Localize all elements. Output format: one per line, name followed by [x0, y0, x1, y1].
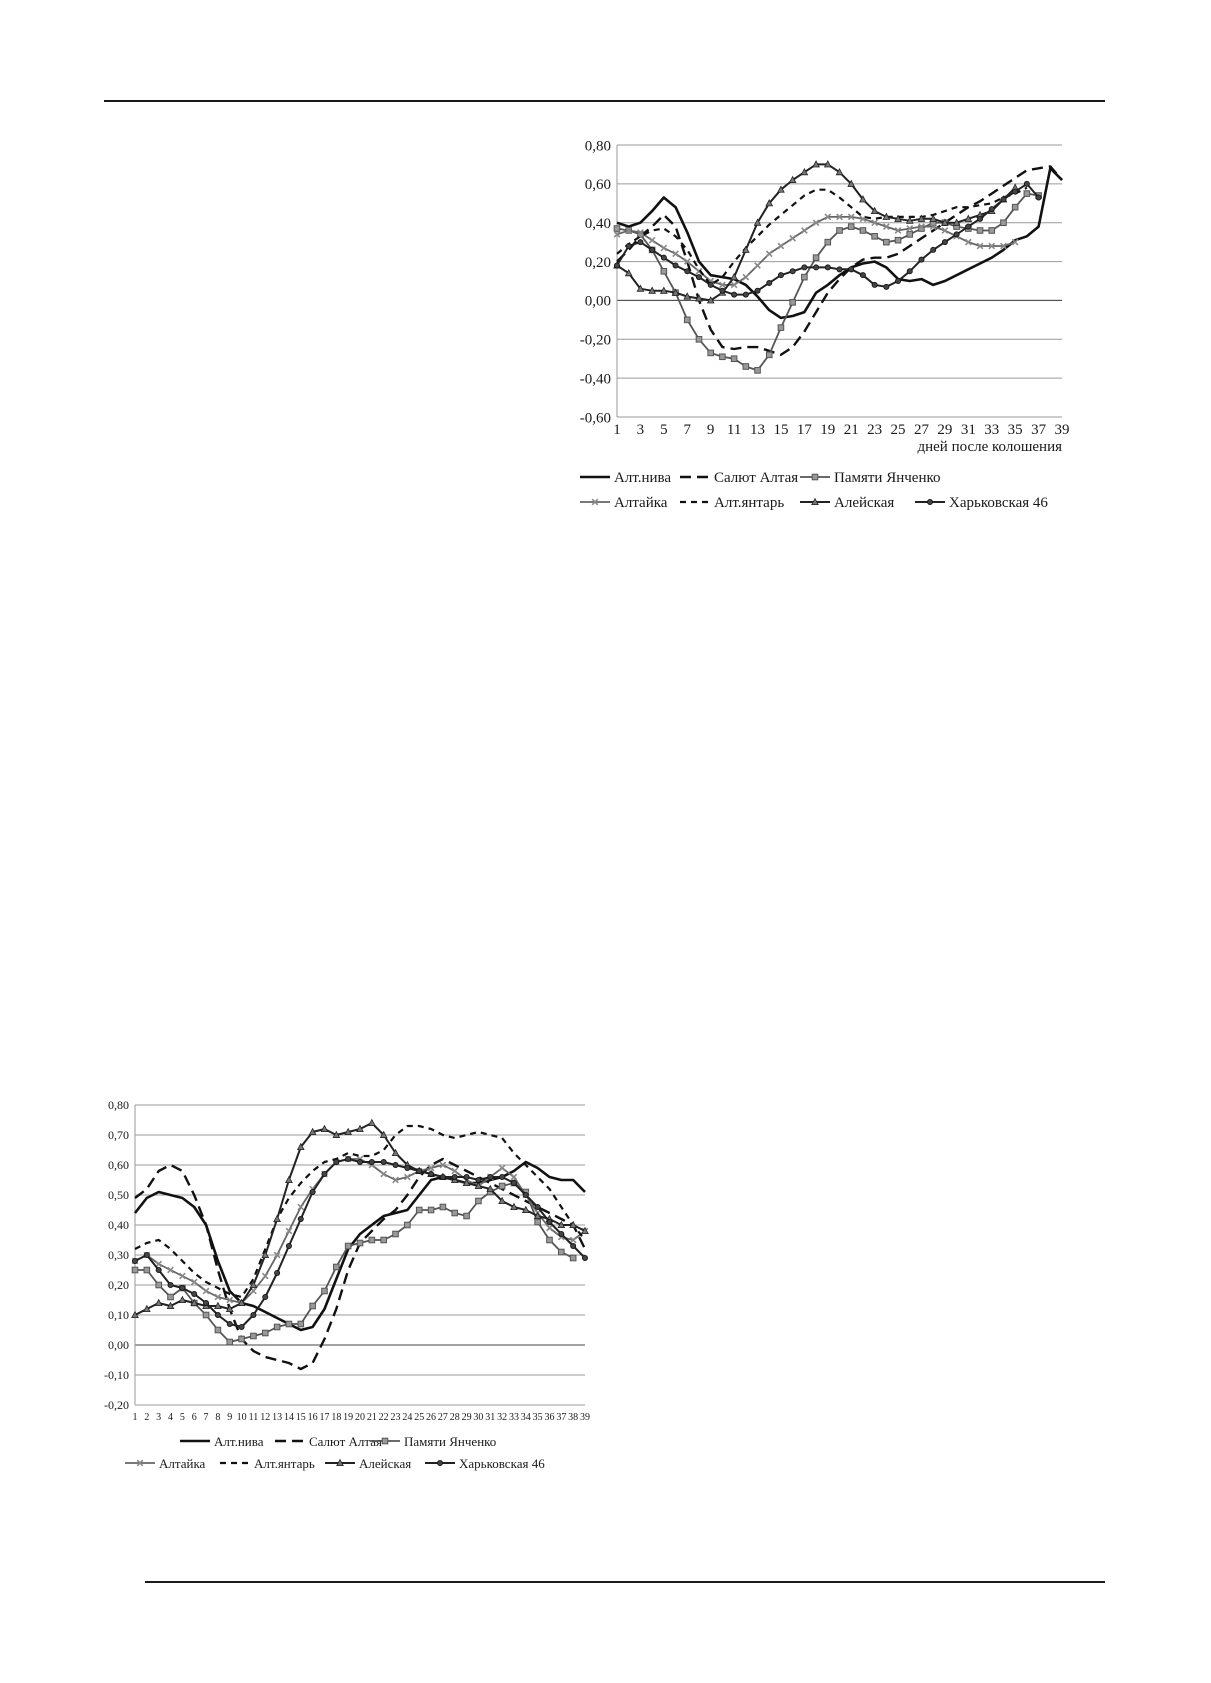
marker-s5-p12 [274, 1216, 280, 1222]
c2-legend-label-2: Памяти Янченко [404, 1434, 497, 1449]
c1-series-1 [617, 166, 1062, 354]
marker-s2-p10 [251, 1333, 257, 1339]
marker-s6-p24 [895, 278, 900, 283]
c1-legend [580, 470, 1048, 511]
marker-s2-p24 [416, 1207, 422, 1213]
c1-x-tick-label: 23 [867, 422, 883, 438]
marker-s6-p28 [464, 1174, 469, 1179]
c2-y-tick-label: 0,40 [108, 1218, 129, 1233]
marker-s6-p12 [275, 1270, 280, 1275]
marker-s6-plegend [927, 499, 932, 504]
marker-s6-p33 [1001, 197, 1006, 202]
marker-s3-p4 [661, 245, 667, 251]
marker-s2-p14 [298, 1321, 304, 1327]
marker-s2-p12 [274, 1324, 280, 1330]
c2-x-tick-label: 3 [156, 1412, 162, 1423]
marker-s6-p7 [215, 1312, 220, 1317]
marker-s2-p26 [440, 1204, 446, 1210]
c2-x-tick-label: 11 [248, 1412, 259, 1423]
marker-s2-p20 [369, 1237, 375, 1243]
marker-s2-p32 [989, 228, 995, 234]
c2-legend-label-1: Салют Алтая [309, 1434, 382, 1449]
c2-x-tick-label: 9 [227, 1412, 233, 1423]
marker-s2-p23 [405, 1222, 411, 1228]
c1-y-tick-label: -0,40 [579, 371, 611, 388]
c2-x-tick-label: 17 [319, 1412, 330, 1423]
marker-s5-p10 [731, 274, 737, 280]
marker-s2-p0 [132, 1267, 138, 1273]
marker-s2-p35 [1024, 191, 1030, 197]
c2-legend-label-3: Алтайка [159, 1456, 206, 1471]
marker-s2-p9 [239, 1336, 245, 1342]
c2-x-tick-label: 12 [260, 1412, 271, 1423]
c2-x-tick-label: 20 [355, 1412, 365, 1423]
c2-x-tick-label: 10 [236, 1412, 247, 1423]
marker-s6-p30 [966, 224, 971, 229]
chart-2 [95, 1095, 620, 1475]
c2-x-tick-label: 33 [508, 1412, 519, 1423]
c1-x-tick-label: 9 [706, 422, 715, 438]
chart-1 [575, 135, 1070, 511]
c1-y-tick-label: 0,80 [584, 138, 611, 155]
marker-s6-p9 [720, 288, 725, 293]
marker-s2-p6 [684, 317, 690, 323]
c1-x-tick-label: 31 [960, 422, 976, 438]
marker-s6-p3 [650, 247, 655, 252]
marker-s2-p21 [381, 1237, 387, 1243]
marker-s2-p34 [535, 1219, 541, 1225]
c1-legend-label-0: Алт.нива [614, 470, 672, 486]
c2-y-tick-label: 0,20 [108, 1278, 129, 1293]
c2-series-3 [132, 1156, 588, 1306]
marker-s6-p32 [511, 1180, 516, 1185]
marker-s6-p19 [837, 267, 842, 272]
marker-s2-p23 [884, 239, 890, 245]
c2-x-tick-label: 18 [331, 1412, 342, 1423]
marker-s2-p15 [310, 1303, 316, 1309]
c1-x-axis-title: дней после колошения [917, 439, 1062, 455]
marker-s5-p13 [286, 1177, 292, 1183]
c2-x-tick-label: 27 [437, 1412, 448, 1423]
marker-s3-p13 [766, 251, 772, 257]
c2-x-tick-label: 25 [414, 1412, 425, 1423]
marker-s2-p29 [476, 1198, 482, 1204]
marker-s6-p18 [825, 265, 830, 270]
marker-s2-p22 [393, 1231, 399, 1237]
c2-series-line-4 [135, 1126, 585, 1297]
c1-y-tick-label: 0,20 [584, 254, 611, 271]
marker-s3-p15 [790, 235, 796, 241]
c2-x-tick-label: 1 [132, 1412, 138, 1423]
c1-legend-label-2: Памяти Янченко [834, 470, 941, 486]
marker-s2-p8 [227, 1339, 233, 1345]
marker-s2-p11 [262, 1330, 268, 1336]
marker-s6-p20 [849, 267, 854, 272]
marker-s6-p5 [192, 1291, 197, 1296]
marker-s6-p13 [286, 1243, 291, 1248]
marker-s2-p12 [755, 368, 761, 374]
marker-s2-plegend [812, 474, 818, 480]
marker-s5-p20 [369, 1120, 375, 1126]
marker-s2-p2 [156, 1282, 162, 1288]
marker-s6-p10 [251, 1312, 256, 1317]
footer-rule [145, 1581, 1105, 1583]
marker-s6-p21 [860, 273, 865, 278]
marker-s6-p20 [369, 1159, 374, 1164]
c2-y-tick-label: 0,00 [108, 1338, 129, 1353]
c2-x-tick-label: 31 [485, 1412, 496, 1423]
marker-s2-p19 [837, 228, 843, 234]
marker-s2-p20 [848, 224, 854, 230]
marker-s6-p17 [334, 1159, 339, 1164]
marker-s2-p35 [547, 1237, 553, 1243]
c2-x-tick-label: 24 [402, 1412, 413, 1423]
marker-s6-p15 [790, 269, 795, 274]
c2-legend-label-6: Харьковская 46 [459, 1456, 545, 1471]
c2-x-tick-label: 29 [461, 1412, 472, 1423]
c2-x-tick-label: 6 [191, 1412, 197, 1423]
c2-x-tick-label: 26 [426, 1412, 437, 1423]
marker-s2-p19 [357, 1240, 363, 1246]
marker-s6-p5 [673, 263, 678, 268]
c1-x-tick-label: 15 [773, 422, 789, 438]
c1-x-tick-label: 27 [913, 422, 929, 438]
marker-s2-p28 [464, 1213, 470, 1219]
c2-x-tick-label: 28 [449, 1412, 460, 1423]
marker-s6-p23 [884, 284, 889, 289]
marker-s2-p18 [825, 239, 831, 245]
c2-x-tick-label: 36 [544, 1412, 555, 1423]
c2-x-tick-label: 22 [378, 1412, 389, 1423]
marker-s6-p0 [614, 263, 619, 268]
c1-x-tick-label: 25 [890, 422, 906, 438]
c2-series-1 [135, 1159, 585, 1369]
c2-series-5 [132, 1120, 588, 1318]
c2-y-tick-label: -0,20 [104, 1398, 129, 1413]
marker-s3-p11 [262, 1273, 268, 1279]
marker-s3-p11 [743, 274, 749, 280]
c1-y-tick-label: -0,60 [579, 410, 611, 427]
c2-x-tick-label: 32 [497, 1412, 508, 1423]
marker-s6-p2 [156, 1267, 161, 1272]
marker-s6-plegend [437, 1460, 442, 1465]
marker-s6-p13 [767, 280, 772, 285]
marker-s6-p17 [813, 265, 818, 270]
marker-s2-p27 [452, 1210, 458, 1216]
c2-y-tick-label: -0,10 [104, 1368, 129, 1383]
marker-s6-p12 [755, 288, 760, 293]
marker-s2-p17 [334, 1264, 340, 1270]
marker-s2-p7 [215, 1327, 221, 1333]
marker-s2-p13 [766, 352, 772, 358]
marker-s3-p3 [649, 237, 655, 243]
marker-s3-p12 [755, 263, 761, 269]
marker-s6-p18 [346, 1156, 351, 1161]
marker-s6-p27 [931, 247, 936, 252]
marker-s2-p17 [813, 255, 819, 261]
c2-series-line-2 [135, 1183, 573, 1342]
c2-x-tick-label: 30 [473, 1412, 484, 1423]
c1-x-tick-label: 19 [820, 422, 836, 438]
marker-s6-p4 [661, 255, 666, 260]
marker-s3-p31 [499, 1165, 505, 1171]
marker-s6-p28 [942, 240, 947, 245]
marker-s6-p35 [1024, 181, 1029, 186]
marker-s6-p31 [977, 216, 982, 221]
marker-s6-p2 [638, 240, 643, 245]
marker-s2-p16 [802, 274, 808, 280]
c1-y-tick-label: 0,60 [584, 177, 611, 194]
c2-x-tick-label: 13 [272, 1412, 283, 1423]
marker-s2-plegend [382, 1438, 388, 1444]
c2-y-tick-label: 0,70 [108, 1128, 129, 1143]
marker-s2-p16 [322, 1288, 328, 1294]
marker-s6-p33 [523, 1192, 528, 1197]
marker-s6-p35 [547, 1219, 552, 1224]
c2-legend [125, 1434, 545, 1471]
c1-x-tick-label: 33 [984, 422, 1000, 438]
c1-legend-label-3: Алтайка [614, 495, 668, 511]
c1-y-tick-label: 0,00 [584, 293, 611, 310]
marker-s2-p25 [907, 232, 913, 238]
c2-y-tick-label: 0,80 [108, 1098, 129, 1113]
marker-s6-p14 [298, 1216, 303, 1221]
marker-s3-p16 [802, 228, 808, 234]
marker-s2-p1 [144, 1267, 150, 1273]
c1-x-tick-label: 17 [796, 422, 812, 438]
marker-s2-p15 [790, 300, 796, 306]
marker-s6-p23 [405, 1165, 410, 1170]
marker-s6-p27 [452, 1174, 457, 1179]
marker-s6-p1 [144, 1252, 149, 1257]
c1-x-tick-label: 7 [683, 422, 692, 438]
marker-s2-p34 [1012, 204, 1018, 210]
c1-x-tick-label: 13 [750, 422, 766, 438]
c2-y-tick-label: 0,30 [108, 1248, 129, 1263]
marker-s6-p19 [357, 1159, 362, 1164]
marker-s6-p26 [919, 257, 924, 262]
marker-s6-p9 [239, 1324, 244, 1329]
marker-s2-p14 [778, 325, 784, 331]
c1-x-tick-label: 37 [1031, 422, 1047, 438]
marker-s6-p29 [476, 1177, 481, 1182]
marker-s6-p11 [263, 1294, 268, 1299]
c1-legend-label-6: Харьковская 46 [949, 495, 1048, 511]
marker-s6-p30 [488, 1174, 493, 1179]
c2-y-tick-label: 0,10 [108, 1308, 129, 1323]
marker-s2-p9 [720, 354, 726, 360]
marker-s6-p32 [989, 207, 994, 212]
c2-legend-label-5: Алейская [359, 1456, 412, 1471]
c2-x-tick-label: 2 [144, 1412, 150, 1423]
marker-s2-p25 [428, 1207, 434, 1213]
c1-x-tick-label: 21 [843, 422, 859, 438]
marker-s6-p24 [417, 1168, 422, 1173]
marker-s3-p35 [547, 1225, 553, 1231]
marker-s2-p8 [708, 350, 714, 356]
marker-s2-p31 [499, 1183, 505, 1189]
marker-s6-p10 [732, 292, 737, 297]
c2-x-tick-label: 5 [179, 1412, 185, 1423]
marker-s6-p15 [310, 1189, 315, 1194]
c1-legend-label-5: Алейская [834, 495, 895, 511]
c2-x-tick-label: 35 [532, 1412, 543, 1423]
c2-x-tick-label: 39 [580, 1412, 590, 1423]
marker-s2-p36 [559, 1249, 565, 1255]
c1-x-tick-label: 3 [636, 422, 645, 438]
c2-x-tick-label: 8 [215, 1412, 221, 1423]
marker-s2-p6 [203, 1312, 209, 1318]
marker-s2-p33 [1001, 220, 1007, 226]
c2-x-tick-label: 34 [520, 1412, 531, 1423]
c1-y-tick-label: -0,20 [579, 332, 611, 349]
marker-s6-p6 [203, 1300, 208, 1305]
marker-s2-p24 [895, 237, 901, 243]
marker-s2-p22 [872, 234, 878, 240]
marker-s2-p10 [731, 356, 737, 362]
marker-s6-p25 [907, 269, 912, 274]
marker-s6-p36 [559, 1231, 564, 1236]
marker-s2-p4 [661, 268, 667, 274]
marker-s6-p8 [227, 1321, 232, 1326]
c2-series-4 [135, 1126, 585, 1297]
c1-legend-label-1: Салют Алтая [714, 470, 799, 486]
marker-s6-p37 [571, 1243, 576, 1248]
c2-legend-label-0: Алт.нива [214, 1434, 264, 1449]
marker-s6-p26 [440, 1174, 445, 1179]
marker-s2-p13 [286, 1321, 292, 1327]
marker-s6-p25 [428, 1171, 433, 1176]
marker-s2-p37 [570, 1255, 576, 1261]
c1-legend-label-4: Алт.янтарь [714, 495, 785, 511]
marker-s6-p3 [168, 1282, 173, 1287]
c1-x-tick-label: 39 [1054, 422, 1070, 438]
marker-s6-p7 [696, 275, 701, 280]
c2-x-tick-label: 38 [568, 1412, 579, 1423]
c1-x-tick-label: 1 [613, 422, 621, 438]
marker-s6-p1 [626, 243, 631, 248]
c2-x-tick-label: 4 [168, 1412, 174, 1423]
marker-s6-p22 [393, 1162, 398, 1167]
marker-s2-p31 [977, 228, 983, 234]
marker-s6-p16 [802, 265, 807, 270]
marker-s6-p11 [743, 292, 748, 297]
c1-x-tick-label: 11 [726, 422, 742, 438]
c1-x-tick-label: 35 [1007, 422, 1023, 438]
marker-s6-p36 [1036, 195, 1041, 200]
c1-series-line-1 [617, 166, 1062, 354]
marker-s2-p0 [614, 226, 620, 232]
header-rule [104, 100, 1105, 102]
marker-s3-p32 [511, 1174, 517, 1180]
marker-s2-p3 [168, 1294, 174, 1300]
marker-s6-p22 [872, 282, 877, 287]
c2-x-tick-label: 19 [343, 1412, 354, 1423]
c1-x-tick-label: 29 [937, 422, 953, 438]
c2-x-tick-label: 23 [390, 1412, 401, 1423]
marker-s2-p7 [696, 336, 702, 342]
c2-series-line-3 [135, 1159, 585, 1303]
marker-s6-p29 [954, 232, 959, 237]
c2-series-line-1 [135, 1159, 585, 1369]
c2-x-tick-label: 16 [307, 1412, 318, 1423]
marker-s6-p21 [381, 1159, 386, 1164]
c2-x-tick-label: 14 [283, 1412, 294, 1423]
marker-s2-p11 [743, 364, 749, 370]
c1-x-tick-label: 5 [660, 422, 668, 438]
c2-y-tick-label: 0,50 [108, 1188, 129, 1203]
marker-s6-p4 [180, 1285, 185, 1290]
marker-s6-p34 [1013, 189, 1018, 194]
c2-x-tick-label: 7 [203, 1412, 209, 1423]
c1-y-tick-label: 0,40 [584, 215, 611, 232]
c2-x-tick-label: 21 [366, 1412, 377, 1423]
marker-s6-p8 [708, 282, 713, 287]
marker-s3-p14 [778, 243, 784, 249]
marker-s6-p38 [582, 1255, 587, 1260]
c2-x-tick-label: 15 [295, 1412, 306, 1423]
c2-x-tick-label: 37 [556, 1412, 567, 1423]
marker-s6-p14 [778, 273, 783, 278]
marker-s6-p6 [685, 269, 690, 274]
marker-s6-p0 [132, 1258, 137, 1263]
marker-s6-p34 [535, 1204, 540, 1209]
marker-s6-p31 [500, 1174, 505, 1179]
marker-s6-p16 [322, 1171, 327, 1176]
c2-legend-label-4: Алт.янтарь [254, 1456, 315, 1471]
marker-s2-p18 [345, 1243, 351, 1249]
marker-s2-p21 [860, 228, 866, 234]
c2-y-tick-label: 0,60 [108, 1158, 129, 1173]
